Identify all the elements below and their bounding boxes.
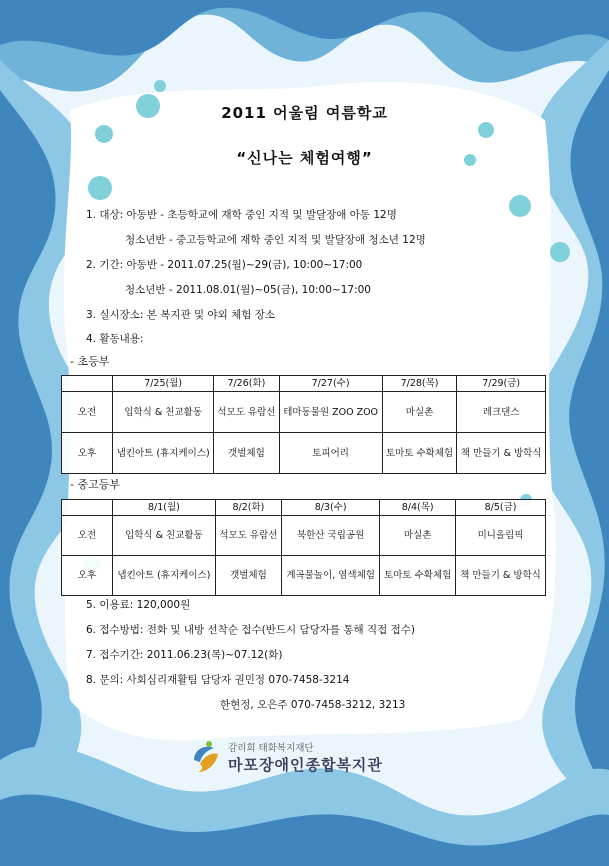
table-header-cell: 7/28(목) [382,376,457,392]
table-header-cell: 8/2(화) [215,500,281,516]
table-cell: 계곡물놀이, 염색체험 [282,556,380,596]
table-header-row [62,376,546,392]
table-cell: 북한산 국립공원 [282,516,380,556]
table-header-cell: 8/5(금) [456,500,546,516]
table-header-cell: 7/29(금) [457,376,546,392]
table-row [62,392,546,433]
table-header-cell: 7/25(월) [113,376,214,392]
logo-org-text: 감리회 태화복지재단 [228,743,314,754]
table-header-cell: 8/4(목) [380,500,456,516]
period-line-1 [86,257,362,272]
apply-period-line: 7. 접수기간: 2011.06.23(목)~07.12(화) [86,649,283,661]
target-label: 1. 대상: [86,209,124,221]
table-cell: 레크댄스 [457,392,546,433]
target-child: 아동반 - 초등학교에 재학 중인 지적 및 발달장애 아동 12명 [126,209,397,221]
poster-title: 2011 어울림 여름학교 [221,104,388,122]
contact-line-2: 한현정, 오은주 070-7458-3212, 3213 [220,699,406,711]
table-header-row [62,500,546,516]
morning-label: 오전 [62,392,113,433]
table-header-cell: 8/3(수) [282,500,380,516]
table-cell: 갯벌체험 [215,556,281,596]
table-corner-cell [62,500,113,516]
table-cell: 토마토 수확체험 [382,433,457,474]
fee-line: 5. 이용료: 120,000원 [86,599,191,611]
elementary-heading: - 초등부 [70,355,110,368]
table-cell: 테마동물원 ZOO ZOO [279,392,382,433]
morning-label: 오전 [62,516,113,556]
table-cell: 마실촌 [382,392,457,433]
table-row [62,516,546,556]
table-cell: 입학식 & 친교활동 [113,516,216,556]
target-line-1 [86,207,397,222]
period-youth: 청소년반 - 2011.08.01(월)~05(금), 10:00~17:00 [125,284,371,296]
period-label: 2. 기간: [86,259,124,271]
venue-line: 3. 실시장소: 본 복지관 및 야외 체험 장소 [86,309,276,321]
table-cell: 토피어리 [279,433,382,474]
logo-center-name: 마포장애인종합복지관 [228,756,383,774]
contact-line-1: 8. 문의: 사회심리재활팀 담당자 권민정 070-7458-3214 [86,674,350,686]
table-cell: 갯벌체험 [214,433,279,474]
table-header-cell: 8/1(월) [113,500,216,516]
poster-subtitle: “신나는 체험여행” [236,149,373,167]
table-cell: 책 만들기 & 방학식 [456,556,546,596]
period-child: 아동반 - 2011.07.25(월)~29(금), 10:00~17:00 [126,259,363,271]
activities-heading: 4. 활동내용: [86,333,144,345]
logo-mark-icon [190,740,220,776]
secondary-heading: - 중고등부 [70,478,120,491]
table-cell: 입학식 & 친교활동 [113,392,214,433]
afternoon-label: 오후 [62,556,113,596]
table-cell: 마실촌 [380,516,456,556]
table-row [62,433,546,474]
target-youth: 청소년반 - 중고등학교에 재학 중인 지적 및 발달장애 청소년 12명 [125,234,426,246]
table-row [62,556,546,596]
secondary-schedule-table [61,499,546,596]
table-cell: 미니올림픽 [456,516,546,556]
table-cell: 석모도 유람선 [214,392,279,433]
table-corner-cell [62,376,113,392]
afternoon-label: 오후 [62,433,113,474]
welfare-center-logo [190,740,420,780]
apply-method-line: 6. 접수방법: 전화 및 내방 선착순 접수(반드시 담당자를 통해 직접 접수) [86,624,415,636]
table-cell: 토마토 수확체험 [380,556,456,596]
table-header-cell: 7/26(화) [214,376,279,392]
elementary-schedule-table [61,375,546,474]
table-header-cell: 7/27(수) [279,376,382,392]
table-cell: 냅킨아트 (휴지케이스) [113,556,216,596]
table-cell: 책 만들기 & 방학식 [457,433,546,474]
table-cell: 석모도 유람선 [215,516,281,556]
table-cell: 냅킨아트 (휴지케이스) [113,433,214,474]
